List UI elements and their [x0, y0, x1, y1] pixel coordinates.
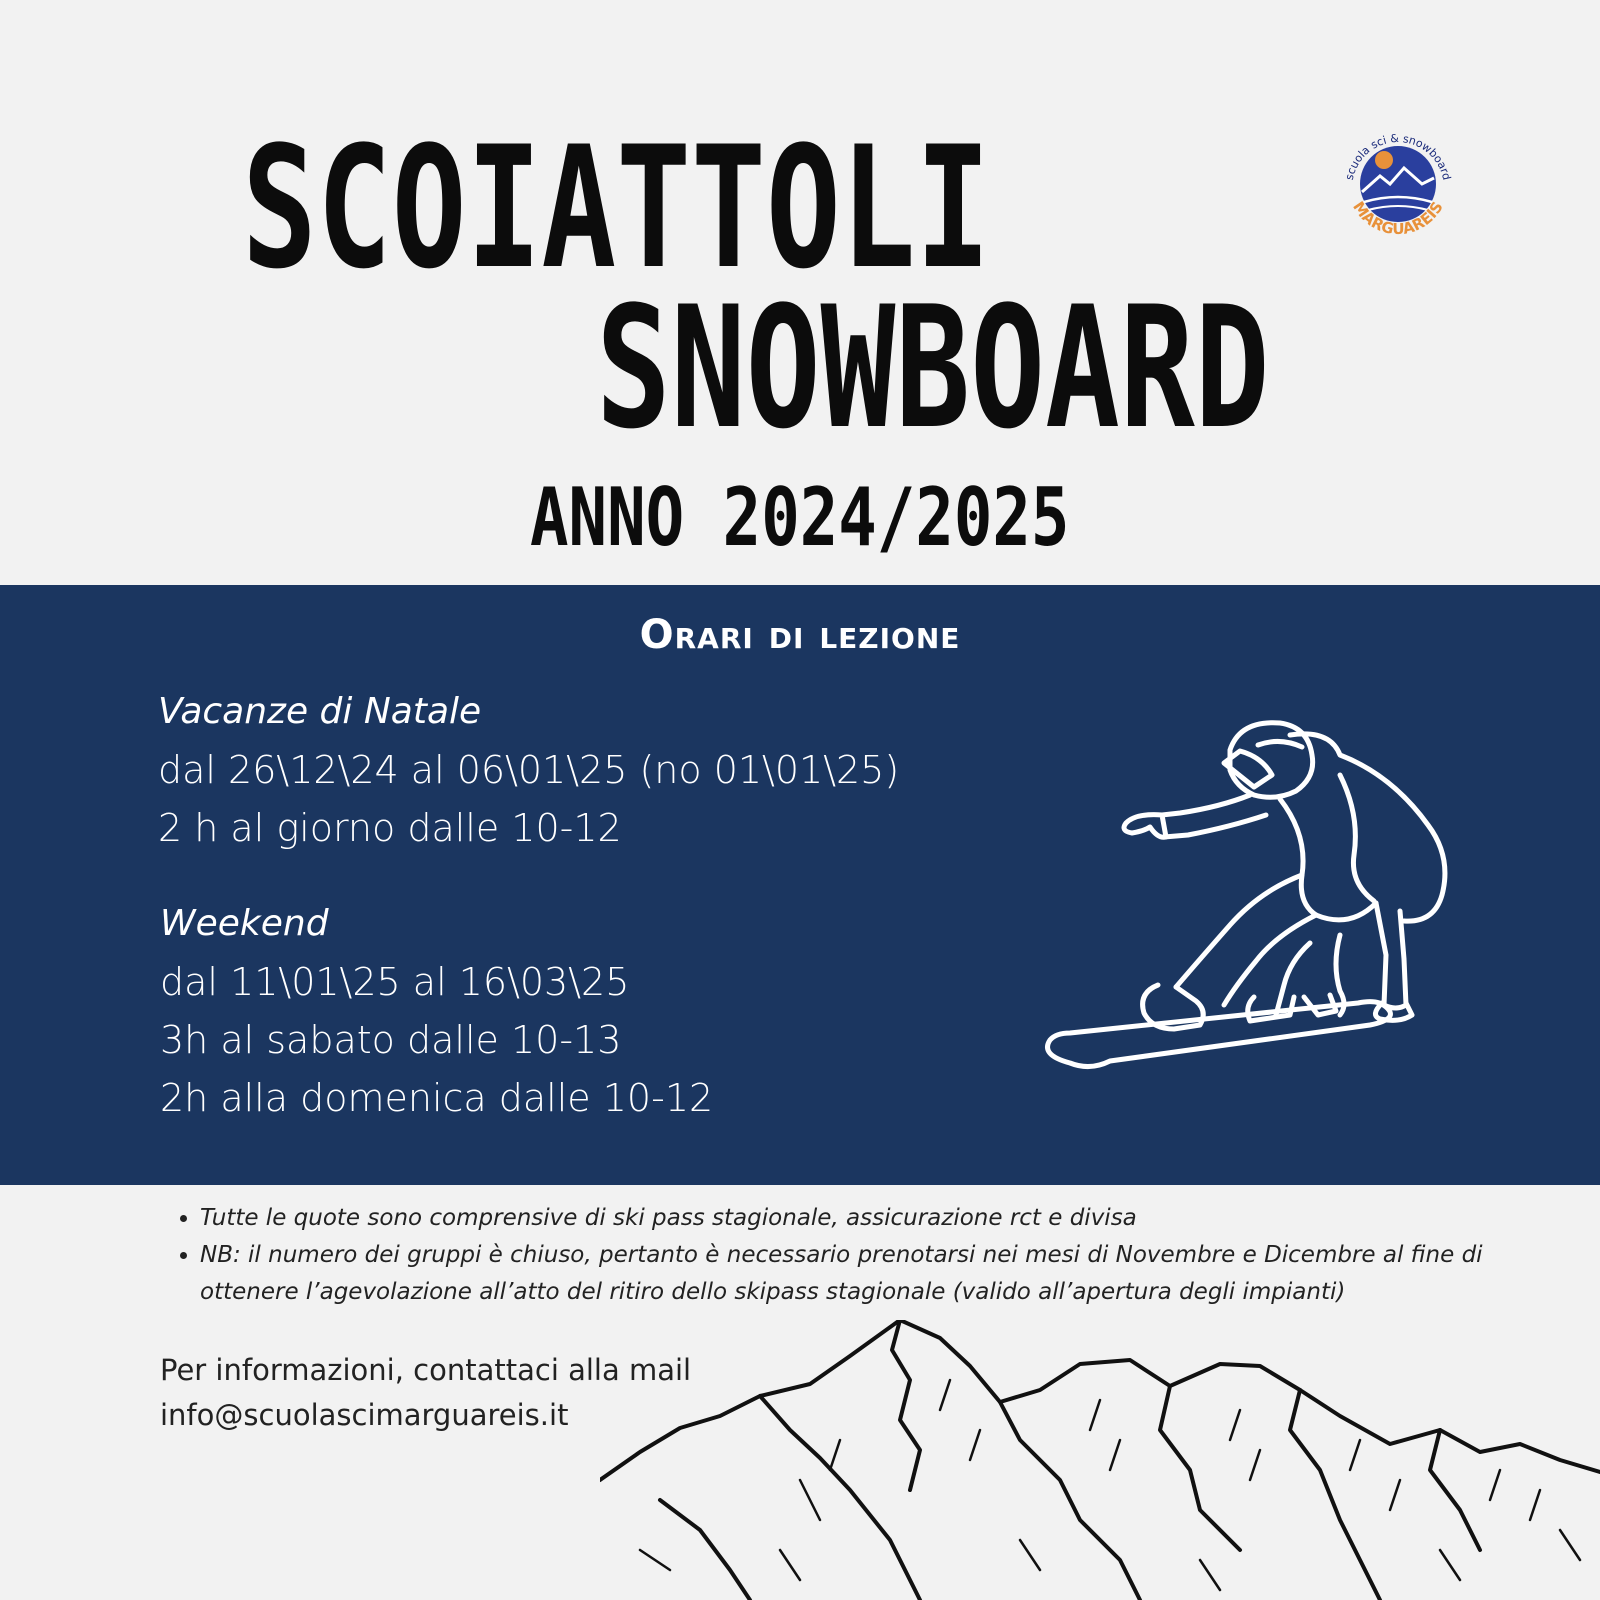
season-subtitle: ANNO 2024/2025 [530, 471, 1070, 564]
notes-list [172, 1200, 1500, 1311]
contact-text: Per informazioni, contattaci alla mail [160, 1353, 692, 1387]
contact-email[interactable]: info@scuolascimarguareis.it [160, 1398, 569, 1432]
schedule-heading: Orari di lezione [639, 612, 961, 658]
schedule-period: Vacanze di Natale [158, 691, 482, 732]
snowboarder-icon [1040, 715, 1480, 1095]
logo-top-text: scuola sci & snowboard [1342, 131, 1454, 182]
note-item: • NB: il numero dei gruppi è chiuso, pertanto è necessario prenotarsi nei mesi di Novembre e Dicembre al fine di ottenere l’agevolazione all’atto del ritiro dello skipass stagionale (valido all’apertura degli impianti) [200, 1237, 1500, 1311]
schedule-line: dal 11\01\25 al 16\03\25 [160, 960, 630, 1004]
schedule-line: 2 h al giorno dalle 10-12 [158, 806, 622, 850]
school-logo-icon [1338, 122, 1458, 242]
mountains-icon [600, 1320, 1600, 1600]
schedule-line: 2h alla domenica dalle 10-12 [160, 1076, 714, 1120]
note-item: • Tutte le quote sono comprensive di ski pass stagionale, assicurazione rct e divisa [200, 1200, 1500, 1237]
schedule-line: 3h al sabato dalle 10-13 [160, 1018, 622, 1062]
title-line-1: SCOIATTOLI [242, 110, 991, 306]
title-line-2: SNOWBOARD [596, 270, 1270, 466]
schedule-block-christmas [158, 683, 899, 857]
lesson-schedule-band [0, 585, 1600, 1185]
schedule-period: Weekend [160, 903, 329, 944]
schedule-block-weekend [160, 895, 713, 1127]
schedule-line: dal 26\12\24 al 06\01\25 (no 01\01\25) [158, 748, 900, 792]
logo-brand-text: MARGUAREIS [1349, 198, 1447, 239]
